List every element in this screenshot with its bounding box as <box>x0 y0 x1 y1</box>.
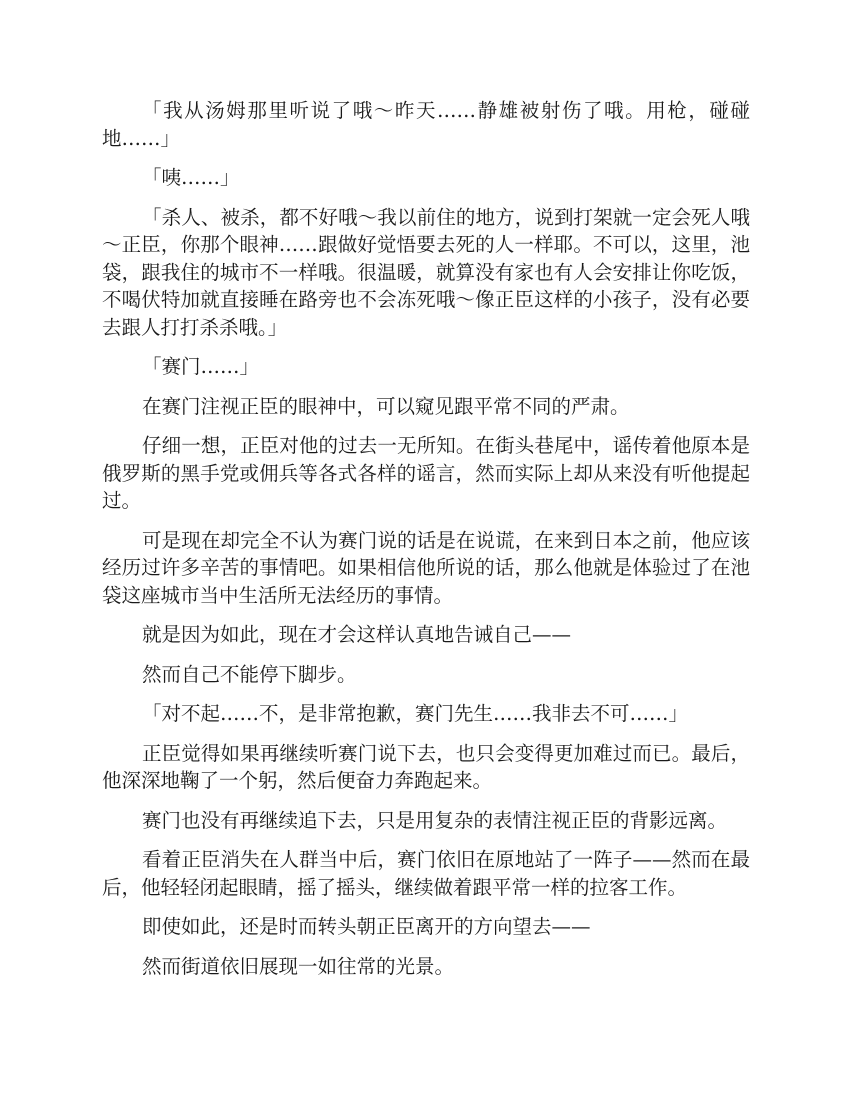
paragraph: 「我从汤姆那里听说了哦～昨天……静雄被射伤了哦。用枪，碰碰地……」 <box>102 99 750 150</box>
paragraph: 仔细一想，正臣对他的过去一无所知。在街头巷尾中，谣传着他原本是俄罗斯的黑手党或佣兵等各式各样的谣言，然而实际上却从来没有听他提起过。 <box>102 434 750 512</box>
paragraph: 即使如此，还是时而转头朝正臣离开的方向望去—— <box>142 915 591 938</box>
paragraph: 「咦……」 <box>142 166 240 189</box>
paragraph: 正臣觉得如果再继续听赛门说下去，也只会变得更加难过而已。最后，他深深地鞠了一个躬，然后便奋力奔跑起来。 <box>102 741 750 792</box>
paragraph: 可是现在却完全不认为赛门说的话是在说谎，在来到日本之前，他应该经历过许多辛苦的事情吧。如果相信他所说的话，那么他就是体验过了在池袋这座城市当中生活所无法经历的事情。 <box>102 528 750 607</box>
paragraph: 「对不起……不，是非常抱歉，赛门先生……我非去不可……」 <box>142 702 689 725</box>
paragraph: 「赛门……」 <box>142 355 260 378</box>
paragraph: 在赛门注视正臣的眼神中，可以窥见跟平常不同的严肃。 <box>142 394 630 418</box>
paragraph: 然而街道依旧展现一如往常的光景。 <box>142 954 455 978</box>
paragraph: 「杀人、被杀，都不好哦～我以前住的地方，说到打架就一定会死人哦～正臣，你那个眼神……跟做好觉悟要去死的人一样耶。不可以，这里，池袋，跟我住的城市不一样哦。很温暖，就算没有家也有人会安排让你吃饭，不喝伏特加就直接睡在路旁也不会冻死哦～像正臣这样的小孩子，没有必要去跟人打打杀杀哦。」 <box>102 205 750 339</box>
paragraph: 看着正臣消失在人群当中后，赛门依旧在原地站了一阵子——然而在最后，他轻轻闭起眼睛，摇了摇头，继续做着跟平常一样的拉客工作。 <box>102 848 750 899</box>
paragraph: 然而自己不能停下脚步。 <box>142 662 357 686</box>
paragraph: 赛门也没有再继续追下去，只是用复杂的表情注视正臣的背影远离。 <box>142 808 728 832</box>
paragraph: 就是因为如此，现在才会这样认真地告诫自己—— <box>142 623 572 646</box>
